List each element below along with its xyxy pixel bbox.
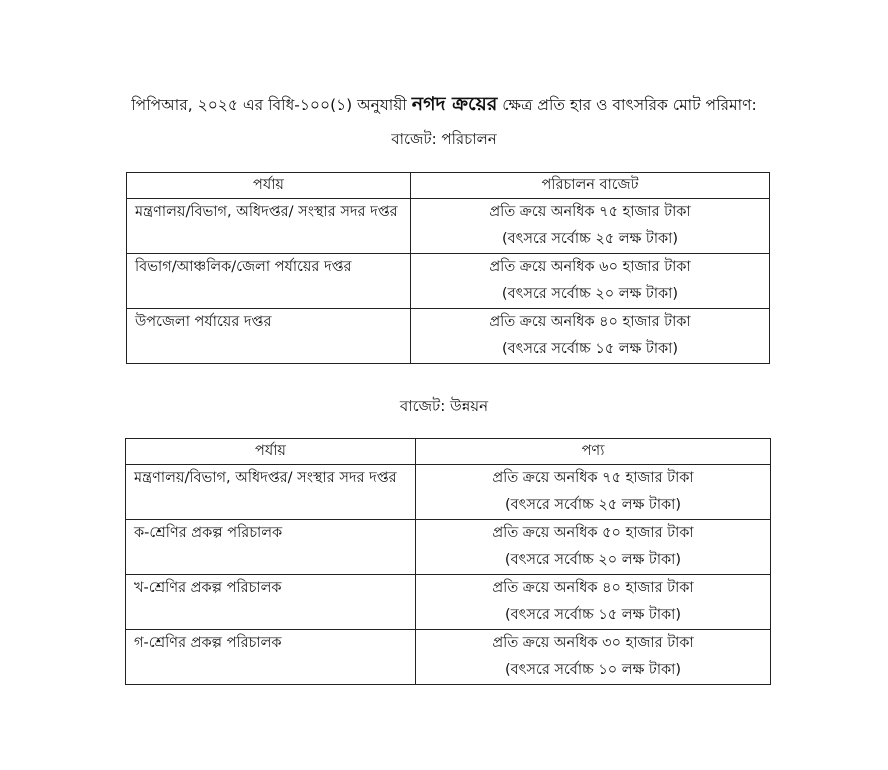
- annual-limit: (বৎসরে সর্বোচ্চ ২০ লক্ষ টাকা): [504, 552, 682, 568]
- row-level: গ-শ্রেণির প্রকল্প পরিচালক: [126, 630, 416, 685]
- row-amount: [416, 630, 771, 685]
- row-level: মন্ত্রণালয়/বিভাগ, অধিদপ্তর/ সংস্থার সদর দপ্তর: [126, 465, 416, 520]
- row-level: খ-শ্রেণির প্রকল্প পরিচালক: [126, 575, 416, 630]
- operating-budget-table: [126, 172, 770, 364]
- column-header-budget: পরিচালন বাজেট: [411, 173, 770, 199]
- heading-prefix: পিপিআর, ২০২৫ এর বিধি-১০০(১) অনুযায়ী: [131, 96, 407, 114]
- development-budget-title: বাজেট: উন্নয়ন: [399, 397, 489, 415]
- table-row: [126, 465, 771, 520]
- table-row: [126, 575, 771, 630]
- operating-budget-title: বাজেট: পরিচালন: [391, 130, 497, 148]
- per-purchase-limit: প্রতি ক্রয়ে অনধিক ৭৫ হাজার টাকা: [492, 470, 694, 486]
- document-heading: [0, 92, 888, 117]
- per-purchase-limit: প্রতি ক্রয়ে অনধিক ৩০ হাজার টাকা: [492, 635, 694, 651]
- row-level: উপজেলা পর্যায়ের দপ্তর: [127, 309, 411, 364]
- table-row: [126, 520, 771, 575]
- row-amount: [411, 199, 770, 254]
- row-amount: [416, 575, 771, 630]
- row-level: মন্ত্রণালয়/বিভাগ, অধিদপ্তর/ সংস্থার সদর দপ্তর: [127, 199, 411, 254]
- row-amount: [416, 465, 771, 520]
- annual-limit: (বৎসরে সর্বোচ্চ ১০ লক্ষ টাকা): [504, 662, 682, 678]
- row-amount: [416, 520, 771, 575]
- annual-limit: (বৎসরে সর্বোচ্চ ১৫ লক্ষ টাকা): [504, 607, 682, 623]
- row-level: বিভাগ/আঞ্চলিক/জেলা পর্যায়ের দপ্তর: [127, 254, 411, 309]
- table-header-row: [126, 439, 771, 465]
- annual-limit: (বৎসরে সর্বোচ্চ ২৫ লক্ষ টাকা): [504, 497, 682, 513]
- annual-limit: (বৎসরে সর্বোচ্চ ১৫ লক্ষ টাকা): [501, 341, 679, 357]
- per-purchase-limit: প্রতি ক্রয়ে অনধিক ৪০ হাজার টাকা: [492, 580, 694, 596]
- row-amount: [411, 309, 770, 364]
- table-row: [127, 254, 770, 309]
- table-row: [126, 630, 771, 685]
- per-purchase-limit: প্রতি ক্রয়ে অনধিক ৬০ হাজার টাকা: [489, 259, 691, 275]
- per-purchase-limit: প্রতি ক্রয়ে অনধিক ৫০ হাজার টাকা: [492, 525, 694, 541]
- per-purchase-limit: প্রতি ক্রয়ে অনধিক ৪০ হাজার টাকা: [489, 314, 691, 330]
- development-budget-table: [125, 438, 771, 685]
- per-purchase-limit: প্রতি ক্রয়ে অনধিক ৭৫ হাজার টাকা: [489, 204, 691, 220]
- annual-limit: (বৎসরে সর্বোচ্চ ২৫ লক্ষ টাকা): [501, 231, 679, 247]
- table-row: [127, 199, 770, 254]
- column-header-level: পর্যায়: [126, 439, 416, 465]
- row-level: ক-শ্রেণির প্রকল্প পরিচালক: [126, 520, 416, 575]
- column-header-level: পর্যায়: [127, 173, 411, 199]
- column-header-goods: পণ্য: [416, 439, 771, 465]
- table-header-row: [127, 173, 770, 199]
- heading-bold: নগদ ক্রয়ের: [411, 93, 498, 115]
- row-amount: [411, 254, 770, 309]
- heading-suffix: ক্ষেত্র প্রতি হার ও বাৎসরিক মোট পরিমাণ:: [502, 96, 757, 114]
- annual-limit: (বৎসরে সর্বোচ্চ ২০ লক্ষ টাকা): [501, 286, 679, 302]
- table-row: [127, 309, 770, 364]
